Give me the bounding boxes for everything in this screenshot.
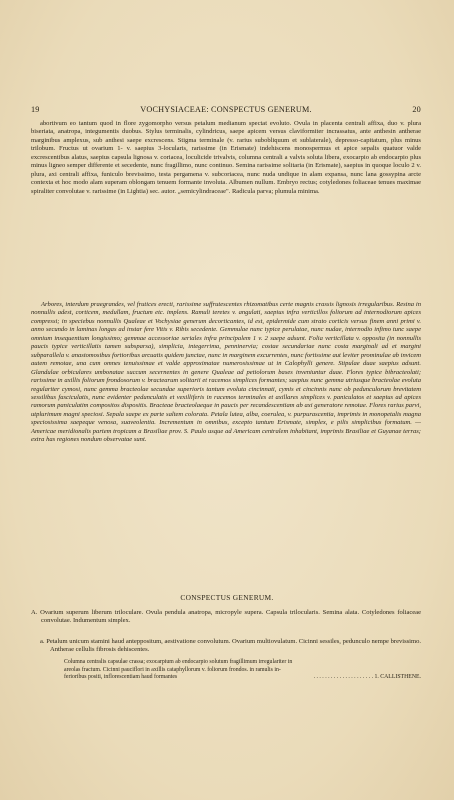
key-entry-a-text: A. Ovarium superum liberum triloculare. Ovula pendula anatropa, micropyle supera. Capsula trilocularis. Semina alata. Cotyledones foliaceae convolutae. Indumentum simplex. (31, 609, 421, 625)
section-heading: CONSPECTUS GENERUM. (180, 593, 274, 602)
genus-signature: . . . . . . . . . . . . . . . . . . . . . 1. CALLISTHENE. (313, 674, 421, 681)
note-line: Columna centralis capsulae crassa; exocarpium ab endocarpio solutum fragillimum irregulariter in (64, 659, 293, 665)
page-number-right: 20 (412, 105, 421, 114)
note-line: areolas fractum. Cicinni pauciflori in axillis cataphyllorum v. foliorum frondos. in ramulis in- (64, 666, 281, 673)
note-line-text: ferioribus positi, inflorescentiam haud formantes (64, 674, 178, 681)
habit-text: Arbores, interdum praegrandes, vel frutices erecti, rarissime suffrutescentes rhizomatibus certe magnis crassis lignosis irregularibus. Resina in nonnullis adest, corticem, medullam, fructum etc. implens. Ramuli teretes v. angulati, saepius infra verticillos foliorum ad internodiorum apices compressi; in speciebus nonnullis Qualeae et Vochysiae generum decorticantes, id est, epidermide cum strato corticis versus finem anni primi v. anno secundo in laminas longas ad instar fere Vitis v. Ribis secedente. Gemmulae nunc typice perulatae, nunc nudae, internodio infimo tunc saepe omnium insequentium longissimo; gemmae accessoriae seriales infra principalem 1 v. 2 saepe adsunt. Folia verticillata v. opposita (in nonnullis paucis typice verticillatis tamen subsparsa), simplicia, integerrima, penninervia; costae secundariae nunc costa marginali ad et margini subparallela v. anastomosibus fortioribus arcuatis quidem junctae, nunc in marginem excurrentes, nunc fortissime aut leviter prominulae ab invicem autem remotae, una cum omnes tenuissimae et valde approximatae numerosissimae ut in Calophylli genere. Stipulae duae saepius adsunt. Glandulae orbiculares umbonatae succum secernentes in genere Qualeae ad petiolorum bases inveniuntur duae. Flores typice bibracteolati; rarissime in axillis foliorum frondosorum v. bractearum solitarii et racemos simplices formantes; saepius nunc gemma utriusque bracteolae evoluta regulariter cymosi, nunc gemma bracteolae secundae superioris tantum evoluta cincinnati, cymis et cincinnis nunc ob pedunculorum brevitatem sessilibus fasciculatis, nunc evidenter pedunculatis et vexilliferis in racemos terminales et axillares simplices v. paniculatos et saepius ad apices ramorum paniculatim compositos dispositis. Bracteae bracteolaeque in paucis per recandescentiam ab axi generatore remotae. Flores rarius parvi, utplurimum magni speciosi. Sepala saepe ex parte saltem colorata. Petala lutea, alba, coerulea, v. purpurascentia, imprimis in monopetalis magna speciosissima saepeque venosa, suaveolentia. Incrementum in omnibus, excepto tantum Erismate, simplex, e pilis simplicibus formatum. — Americae meridionalis partem tropicam a Brasiliae prov. S. Paulo usque ad Americam centralem inhabitant, imprimis Brasiliae et Guyanae terras; extra has regiones nondum observatae sunt. (31, 301, 421, 444)
running-title: VOCHYSIACEAE: CONSPECTUS GENERUM. (140, 105, 312, 114)
note-line-last (64, 674, 421, 682)
key-entry-a-sub-text: a. Petalum unicum stamini haud anteppositum, aestivatione convolutum. Ovarium multiovulatum. Cicinni sessiles, pedunculo nempe brevissimo. Antherae cellulis fibrosis dehiscentes. (40, 638, 421, 654)
key-entry-a-sub (40, 638, 421, 655)
description-text: abortivum eo tantum quod in flore zygomorpho versus petalum medianum spectat evoluto. Ovula in placenta centrali affixa, duo v. plura biseriata, anatropa, integumentis duobus. Stylus terminalis, cylindricus, saepe apicem versus claviformiter incrassatus, ante anthesin antherae marginibus amplexus, sub anthesi saepe excrescens. Stigma terminale (v. rarius subobliquum et sublaterale), depresso-capitatum, plus minus trilobum. Fructus ut ovarium 1- v. saepius 3-locularis, rarissime (in Erismate) indehiscens monospermus et apice sepalis quatuor valde excrescentibus alatus, saepius capsula lignosa v. coriacea, loculicide trivalvis, columna centrali a valvis soluta libera, exocarpio ab endocarpio plus minus ligneo semper differente et secedente, nunc fragillimo, nunc continuo. Semina rarissime solitaria (in Erismate), saepius in quoque loculo 2 v. plura, axi centrali affixa, funiculo brevissimo, testa pergamena v. subcoriacea, nunc nuda undique in alam expansa, nunc lana gossypina arcte contexta et hoc modo alam superam oblongam tenuem formante involuta. Albumen nullum. Embryo rectus; cotyledones foliaceae tenues maximae spiraliter convolutae v. rarissime (in Lightia) sec. autor. „semicylindraceae". Radicula parva; plumula minima. (31, 120, 421, 195)
genus-note (64, 659, 421, 682)
running-header (31, 105, 421, 114)
description-paragraph (31, 120, 421, 196)
page-number-left: 19 (31, 105, 40, 114)
key-entry-a (31, 609, 421, 626)
habit-paragraph (31, 301, 421, 445)
